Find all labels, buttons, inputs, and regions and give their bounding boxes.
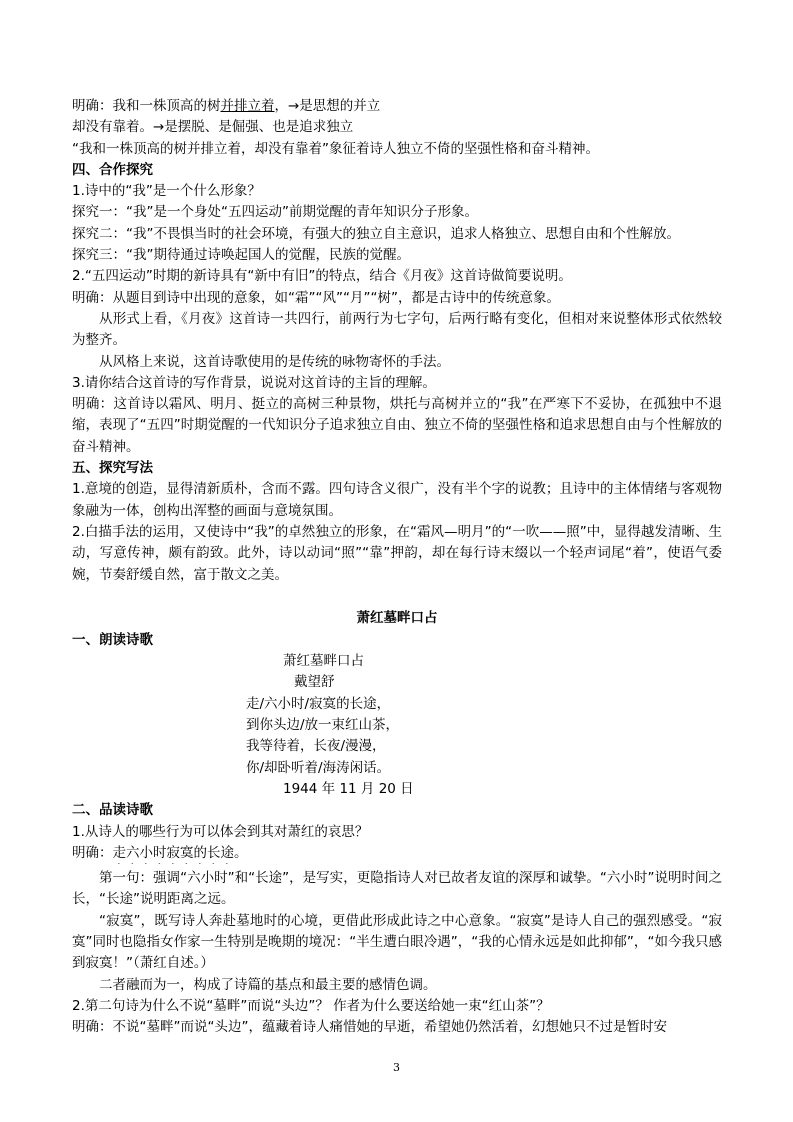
answer-paragraph: 明确：这首诗以霜风、明月、挺立的高树三种景物，烘托与高树并立的“我”在严寒下不妥协，在孤独中不退缩，表现了“五四”时期觉醒的一代知识分子追求独立自由、独立不倚的坚强性格和追求思想自由与个性解放的奋斗精神。 [72, 396, 722, 455]
section-title: 萧红墓畔口占 [356, 609, 438, 626]
poem-verse: 我等待着，长夜/漫漫， [246, 738, 386, 755]
question: 2.“五四运动”时期的新诗具有“新中有旧”的特点，结合《月夜》这首诗做简要说明。 [72, 268, 572, 285]
writing-point: 2.白描手法的运用，又使诗中“我”的卓然独立的形象，在“霜风—明月”的“一吹——照”中，显得越发清晰、生动，写意传神，颇有韵致。此外，诗以动词“照”“靠”押韵，却在每行诗末缀以一个轻声词尾“着”，使语气委婉，节奏舒缓自然，富于散文之美。 [72, 523, 722, 583]
poem-verse: 走/六小时/寂寞的长途， [246, 695, 391, 712]
question: 1.从诗人的哪些行为可以体会到其对萧红的哀思？ [72, 823, 369, 840]
analysis-paragraph: 第一句：强调“六小时”和“长途”，是写实，更隐指诗人对已故者友谊的深厚和诚挚。“六小时”说明时间之长，“长途”说明距离之远。 [72, 870, 722, 908]
poem-author: 戴望舒 [294, 674, 335, 691]
section-heading: 一、朗读诗歌 [72, 631, 153, 648]
poem-verse: 你/却卧听着/海涛闲话。 [246, 759, 391, 776]
poem-verse: 到你头边/放一束红山茶， [246, 717, 400, 734]
answer-line: 从风格上来说，这首诗歌使用的是传统的咏物寄怀的手法。 [99, 353, 450, 370]
question: 3.请你结合这首诗的写作背景，说说对这首诗的主旨的理解。 [72, 374, 436, 391]
clarification-line: 却没有靠着。→是摆脱、是倔强、也是追求独立 [72, 119, 354, 136]
question: 1.诗中的“我”是一个什么形象？ [72, 183, 261, 200]
dotted-phrase: 走六小时寂寞的长途 [112, 844, 234, 861]
poem-title: 萧红墓畔口占 [283, 653, 364, 670]
answer-line: 明确：不说“墓畔”而说“头边”，蕴藏着诗人痛惜她的早逝，希望她仍然活着，幻想她只不过是暂时安 [72, 1019, 667, 1036]
answer-line: 探究一：“我”是一个身处“五四运动”前期觉醒的青年知识分子形象。 [72, 204, 478, 221]
section-heading: 二、品读诗歌 [72, 802, 153, 819]
answer-line: 探究三：“我”期待通过诗唤起国人的觉醒，民族的觉醒。 [72, 247, 410, 264]
underlined-phrase: 并排立着 [220, 98, 275, 114]
answer-paragraph: 从形式上看，《月夜》这首诗一共四行，前两行为七字句，后两行略有变化，但相对来说整体形式依然较为整齐。 [72, 310, 722, 349]
poem-date: 1944 年 11 月 20 日 [283, 780, 414, 797]
analysis-line: 二者融而为一，构成了诗篇的基点和最主要的感情色调。 [99, 976, 437, 993]
answer-line: 明确：走六小时寂寞的长途。 [72, 844, 248, 861]
answer-line: 明确：从题目到诗中出现的意象，如“霜”“风”“月”“树”，都是古诗中的传统意象。 [72, 289, 560, 306]
writing-point: 1.意境的创造，显得清新质朴，含而不露。四句诗含义很广，没有半个字的说教；且诗中的主体情绪与客观物象融为一体，创构出浑整的画面与意境氛围。 [72, 481, 722, 519]
section-heading: 四、合作探究 [72, 161, 153, 178]
summary-line: “我和一株顶高的树并排立着，却没有靠着”象征着诗人独立不倚的坚强性格和奋斗精神。 [72, 140, 599, 157]
page-number: 3 [393, 1061, 400, 1074]
question: 2.第二句诗为什么不说“墓畔”而说“头边”？ 作者为什么要送给她一束“红山茶”？ [72, 997, 550, 1014]
analysis-paragraph: “寂寞”，既写诗人奔赴墓地时的心境，更借此形成此诗之中心意象。“寂寞”是诗人自己的强烈感受。“寂寞”同时也隐指女作家一生特别是晚期的境况：“半生遭白眼冷遇”，“我的心情永远是如此抑郁”，“如今我只感到寂寞！”（萧红自述。） [72, 912, 722, 972]
clarification-line: 明确：我和一株顶高的树并排立着，→是思想的并立 [72, 98, 381, 114]
document-page [72, 96, 722, 1038]
answer-line: 探究二：“我”不畏惧当时的社会环境，有强大的独立自主意识，追求人格独立、思想自由和个性解放。 [72, 225, 680, 242]
section-heading: 五、探究写法 [72, 460, 153, 477]
